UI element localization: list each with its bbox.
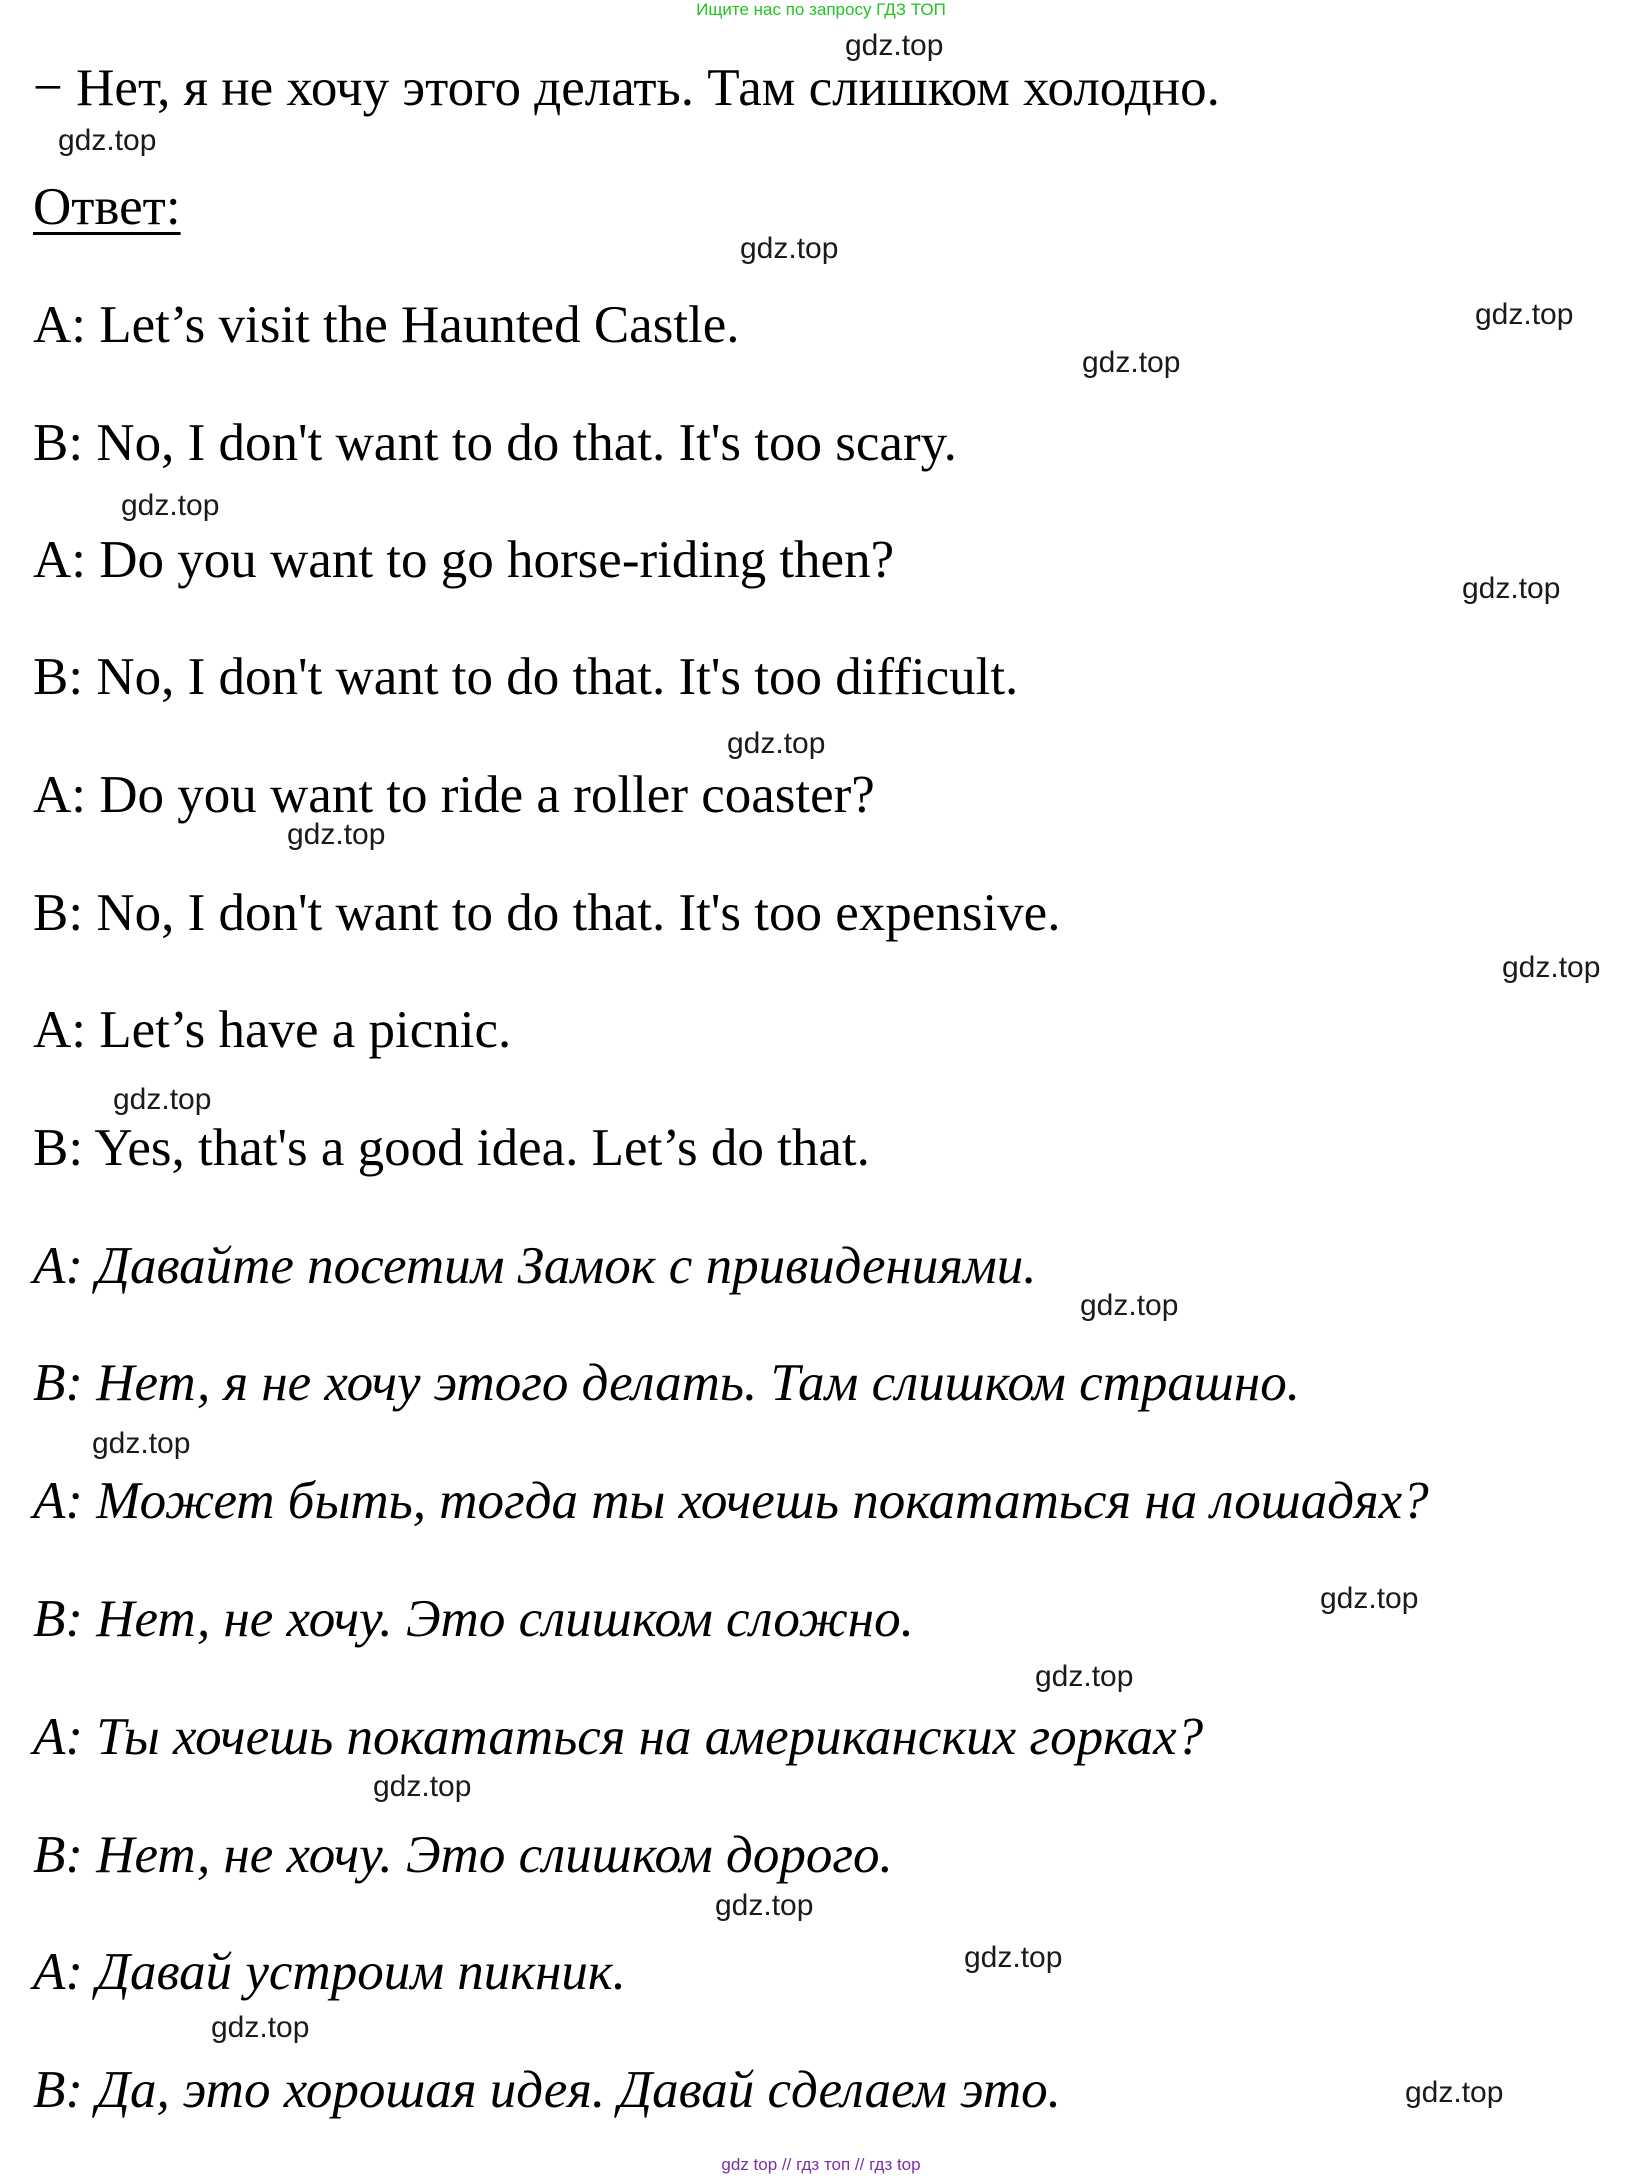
- watermark: gdz.top: [964, 1941, 1063, 1974]
- dialogue-ru-line: А: Ты хочешь покататься на американских горках?: [33, 1708, 1204, 1766]
- dialogue-ru-line: В: Нет, не хочу. Это слишком сложно.: [33, 1590, 914, 1648]
- dialogue-ru-line: А: Может быть, тогда ты хочешь покататься на лошадях?: [33, 1472, 1429, 1530]
- dialogue-ru-line: В: Нет, я не хочу этого делать. Там слишком страшно.: [33, 1354, 1300, 1412]
- watermark: gdz.top: [58, 124, 157, 157]
- dialogue-en-line: B: Yes, that's a good idea. Let’s do that.: [33, 1119, 870, 1177]
- dialogue-en-line: B: No, I don't want to do that. It's too difficult.: [33, 648, 1019, 706]
- watermark: gdz.top: [121, 489, 220, 522]
- dialogue-ru-line: А: Давай устроим пикник.: [33, 1943, 626, 2001]
- dialogue-ru-line: В: Нет, не хочу. Это слишком дорого.: [33, 1826, 893, 1884]
- watermark: gdz.top: [715, 1889, 814, 1922]
- watermark: gdz.top: [1035, 1660, 1134, 1693]
- dialogue-en-line: B: No, I don't want to do that. It's too expensive.: [33, 884, 1061, 942]
- dialogue-en-line: A: Let’s have a picnic.: [33, 1001, 512, 1059]
- answer-label: [33, 177, 181, 237]
- dialogue-en-line: B: No, I don't want to do that. It's too scary.: [33, 414, 957, 472]
- watermark: gdz.top: [1462, 572, 1561, 605]
- watermark: gdz.top: [727, 727, 826, 760]
- watermark: gdz.top: [113, 1083, 212, 1116]
- watermark: gdz.top: [740, 232, 839, 265]
- watermark: gdz.top: [1320, 1582, 1419, 1615]
- dialogue-ru-line: А: Давайте посетим Замок с привидениями.: [33, 1237, 1037, 1295]
- dialogue-en-line: A: Do you want to ride a roller coaster?: [33, 766, 875, 824]
- watermark: gdz.top: [1502, 951, 1601, 984]
- watermark: gdz.top: [1475, 298, 1574, 331]
- watermark: gdz.top: [287, 818, 386, 851]
- footer-links[interactable]: gdz top // гдз топ // гдз top: [721, 2155, 921, 2174]
- watermark: gdz.top: [845, 29, 944, 62]
- dialogue-en-line: A: Let’s visit the Haunted Castle.: [33, 296, 740, 354]
- watermark: gdz.top: [92, 1427, 191, 1460]
- watermark: gdz.top: [373, 1770, 472, 1803]
- watermark: gdz.top: [1405, 2076, 1504, 2109]
- top-banner[interactable]: Ищите нас по запросу ГДЗ ТОП: [696, 0, 946, 19]
- dialogue-en-line: A: Do you want to go horse-riding then?: [33, 531, 895, 589]
- watermark: gdz.top: [1082, 346, 1181, 379]
- answer-label-text: Ответ:: [33, 178, 181, 236]
- intro-line: − Нет, я не хочу этого делать. Там слишком холодно.: [33, 59, 1220, 117]
- dialogue-ru-line: В: Да, это хорошая идея. Давай сделаем это.: [33, 2061, 1061, 2119]
- watermark: gdz.top: [1080, 1289, 1179, 1322]
- watermark: gdz.top: [211, 2011, 310, 2044]
